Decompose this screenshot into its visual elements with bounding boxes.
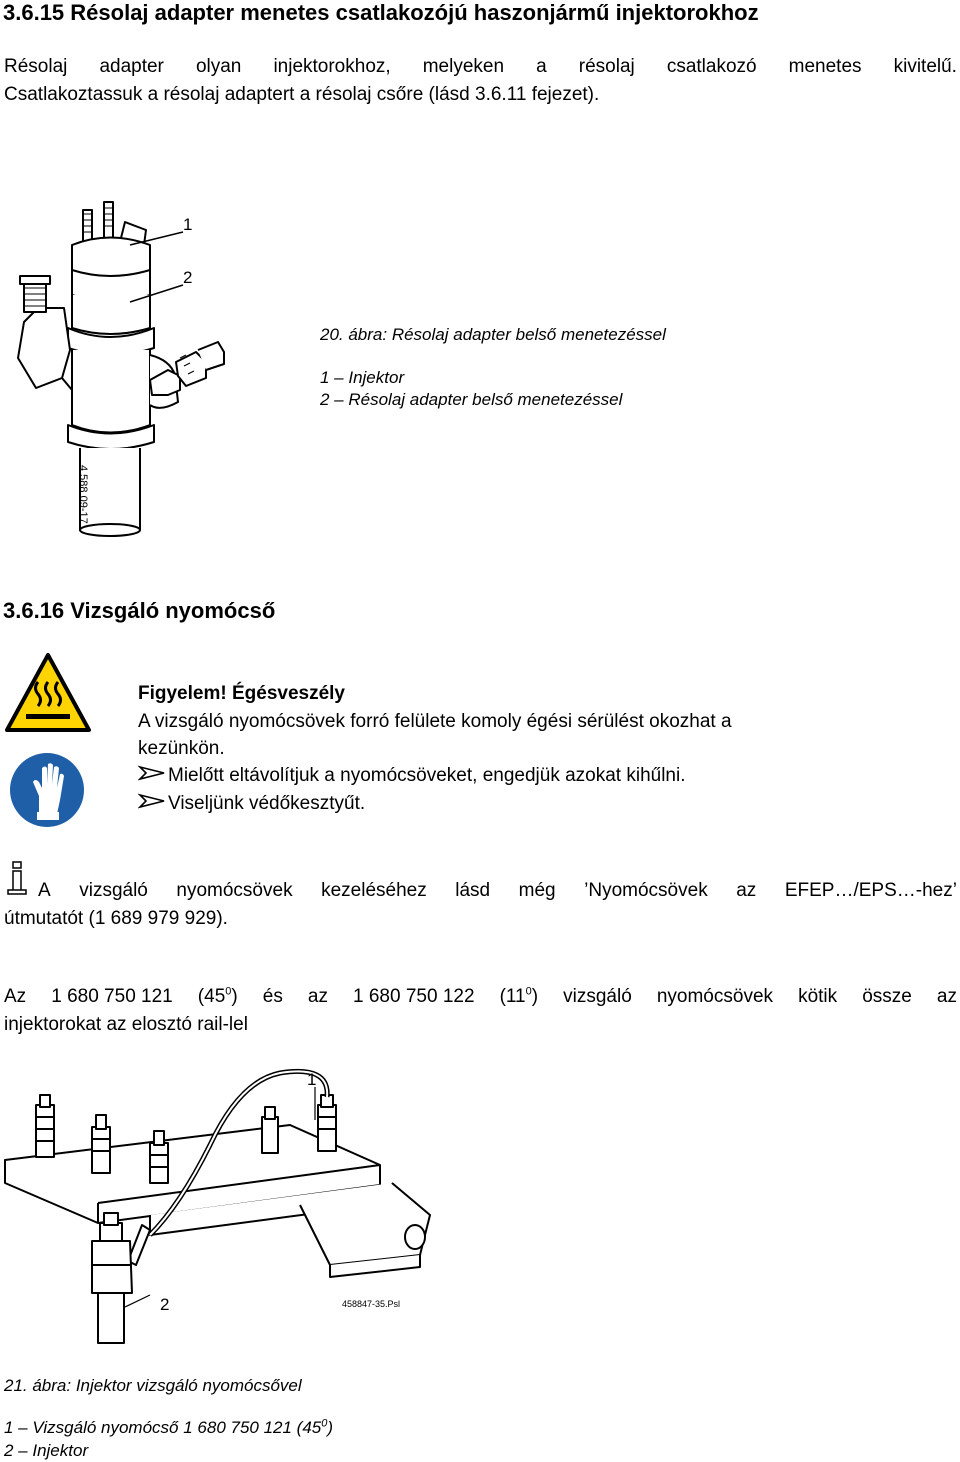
word: Résolaj [4, 56, 68, 77]
word: össze [862, 986, 912, 1007]
figure-21-callout-2: 2 [160, 1295, 170, 1314]
rail-fitting [150, 1131, 168, 1183]
rail-fitting [36, 1095, 54, 1157]
protective-gloves-icon [9, 752, 85, 828]
word: még [518, 880, 556, 901]
word: a [536, 56, 547, 77]
part-number-45: 1 680 750 121 [51, 986, 173, 1007]
note-paragraph [4, 877, 957, 933]
figure-20-legend-2: 2 – Résolaj adapter belső menetezéssel [320, 390, 623, 409]
pipes-paragraph [4, 983, 957, 1039]
intro-paragraph [4, 53, 957, 109]
angle-45 [198, 983, 238, 1011]
word: az [936, 986, 957, 1007]
figure-20-caption: 20. ábra: Résolaj adapter belső menetezéssel [320, 325, 666, 344]
figure-21-rail-illustration [0, 1065, 440, 1355]
word: olyan [195, 56, 242, 77]
hot-surface-warning-icon [4, 652, 92, 734]
intro-line-1 [4, 53, 957, 81]
rail-fitting [318, 1095, 336, 1151]
figure-20-injector-illustration [0, 190, 300, 560]
paren: ) [231, 986, 238, 1007]
pipes-line-1 [4, 983, 957, 1011]
figure-21-part-number: 458847-35.Psl [342, 1299, 401, 1309]
paren: ) [327, 1418, 334, 1437]
arrow-bullet-icon [138, 793, 168, 809]
word: résolaj [578, 56, 635, 77]
word: és [262, 986, 283, 1007]
degree-sup: 0 [525, 985, 532, 998]
intro-line-2: Csatlakoztassuk a résolaj adaptert a résolaj csőre (lásd 3.6.11 fejezet). [4, 84, 600, 105]
legend-1-text: 1 – Vizsgáló nyomócső 1 680 750 121 (45 [4, 1418, 322, 1437]
note-line-2: útmutatót (1 689 979 929). [4, 908, 228, 929]
arrow-bullet-icon [138, 765, 168, 781]
warning-title: Figyelem! Égésveszély [138, 683, 345, 704]
section-heading-3-6-15: 3.6.15 Résolaj adapter menetes csatlakozójú haszonjármű injektorokhoz [3, 0, 759, 25]
angle-value: (11 [499, 986, 526, 1007]
warning-bullet-2 [138, 790, 365, 817]
word: adapter [99, 56, 164, 77]
degree-sup: 0 [321, 1417, 328, 1430]
word: vizsgáló [79, 880, 148, 901]
rail-fitting [262, 1107, 278, 1153]
word: kötik [798, 986, 838, 1007]
warning-bullet-2-text: Viseljünk védőkesztyűt. [168, 793, 366, 814]
word: kivitelű. [893, 56, 957, 77]
section-heading-3-6-16: 3.6.16 Vizsgáló nyomócső [3, 598, 276, 623]
paren: ) [531, 986, 539, 1007]
word: menetes [788, 56, 862, 77]
figure-21-legend-2: 2 – Injektor [4, 1441, 89, 1460]
warning-line-2: kezünkön. [138, 738, 225, 759]
word: ’Nyomócsövek [584, 880, 708, 901]
figure-20-part-number: 4 588 09-17 [77, 465, 89, 524]
warning-line-1: A vizsgáló nyomócsövek forró felülete komoly égési sérülést okozhat a [138, 711, 732, 732]
figure-20-legend-1: 1 – Injektor [320, 368, 405, 387]
note-line-1 [4, 877, 957, 905]
angle-11 [500, 983, 539, 1011]
fuel-inlet-thread [24, 282, 46, 312]
word: Az [4, 986, 27, 1007]
word: nyomócsövek [656, 986, 774, 1007]
warning-bullet-1 [138, 762, 686, 789]
word: lásd [455, 880, 491, 901]
figure-20-callout-2: 2 [183, 268, 193, 287]
word: az [736, 880, 757, 901]
angle-value: (45 [197, 986, 226, 1007]
rail-fitting [92, 1115, 110, 1173]
injector [92, 1213, 132, 1343]
figure-21-caption: 21. ábra: Injektor vizsgáló nyomócsővel [4, 1376, 302, 1395]
word: EFEP…/EPS…-hez’ [784, 880, 957, 901]
word: csatlakozó [666, 56, 757, 77]
word: az [307, 986, 328, 1007]
degree-sup: 0 [225, 985, 232, 998]
warning-bullet-1-text: Mielőtt eltávolítjuk a nyomócsöveket, engedjük azokat kihűlni. [168, 765, 686, 786]
word: melyeken [422, 56, 505, 77]
word: nyomócsövek [176, 880, 293, 901]
word: A [38, 880, 51, 901]
pipes-line-2: injektorokat az elosztó rail-lel [4, 1014, 248, 1035]
figure-21-callout-1: 1 [307, 1070, 317, 1089]
part-number-11: 1 680 750 122 [353, 986, 475, 1007]
figure-20-callout-1: 1 [183, 215, 193, 234]
word: injektorokhoz, [273, 56, 391, 77]
word: kezeléséhez [321, 880, 427, 901]
figure-21-legend-1 [4, 1418, 333, 1438]
word: vizsgáló [563, 986, 632, 1007]
